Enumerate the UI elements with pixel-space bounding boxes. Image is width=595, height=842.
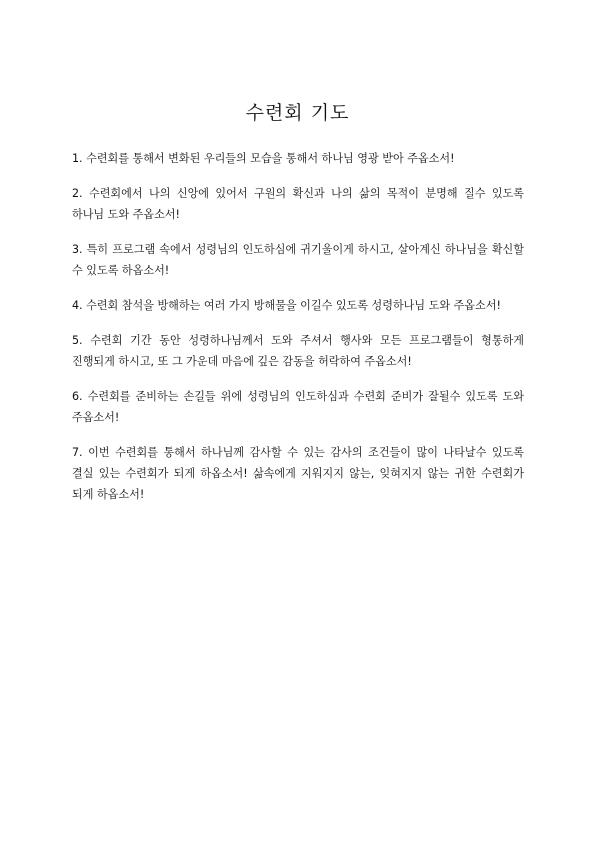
prayer-item-4: 4. 수련회 참석을 방해하는 여러 가지 방해물을 이길수 있도록 성령하나님 도와 주옵소서! — [72, 299, 501, 312]
prayer-item-3: 3. 특히 프로그램 속에서 성령님의 인도하심에 귀기울이게 하시고, 살아계신 하나님을 확신할 수 있도록 하옵소서! — [72, 243, 524, 277]
prayer-item-6: 6. 수련회를 준비하는 손길들 위에 성령님의 인도하심과 수련회 준비가 잘될수 있도록 도와 주옵소서! — [72, 390, 524, 424]
prayer-list — [72, 148, 524, 519]
prayer-item-5: 5. 수련회 기간 동안 성령하나님께서 도와 주셔서 행사와 모든 프로그램들이 형통하게 진행되게 하시고, 또 그 가운데 마음에 깊은 감동을 허락하여 주옵소서! — [72, 334, 524, 368]
prayer-item-2: 2. 수련회에서 나의 신앙에 있어서 구원의 확신과 나의 삶의 목적이 분명해 질수 있도록 하나님 도와 주옵소서! — [72, 187, 524, 221]
prayer-item-7: 7. 이번 수련회를 통해서 하나님께 감사할 수 있는 감사의 조건들이 많이 나타날수 있도록 결실 있는 수련회가 되게 하옵소서! 삶속에게 지워지지 않는, 잊혀지지 않는 귀한 수련회가 되게 하옵소서! — [72, 446, 524, 501]
prayer-item-1: 1. 수련회를 통해서 변화된 우리들의 모습을 통해서 하나님 영광 받아 주옵소서! — [72, 152, 455, 165]
page-title: 수련회 기도 — [245, 102, 350, 124]
